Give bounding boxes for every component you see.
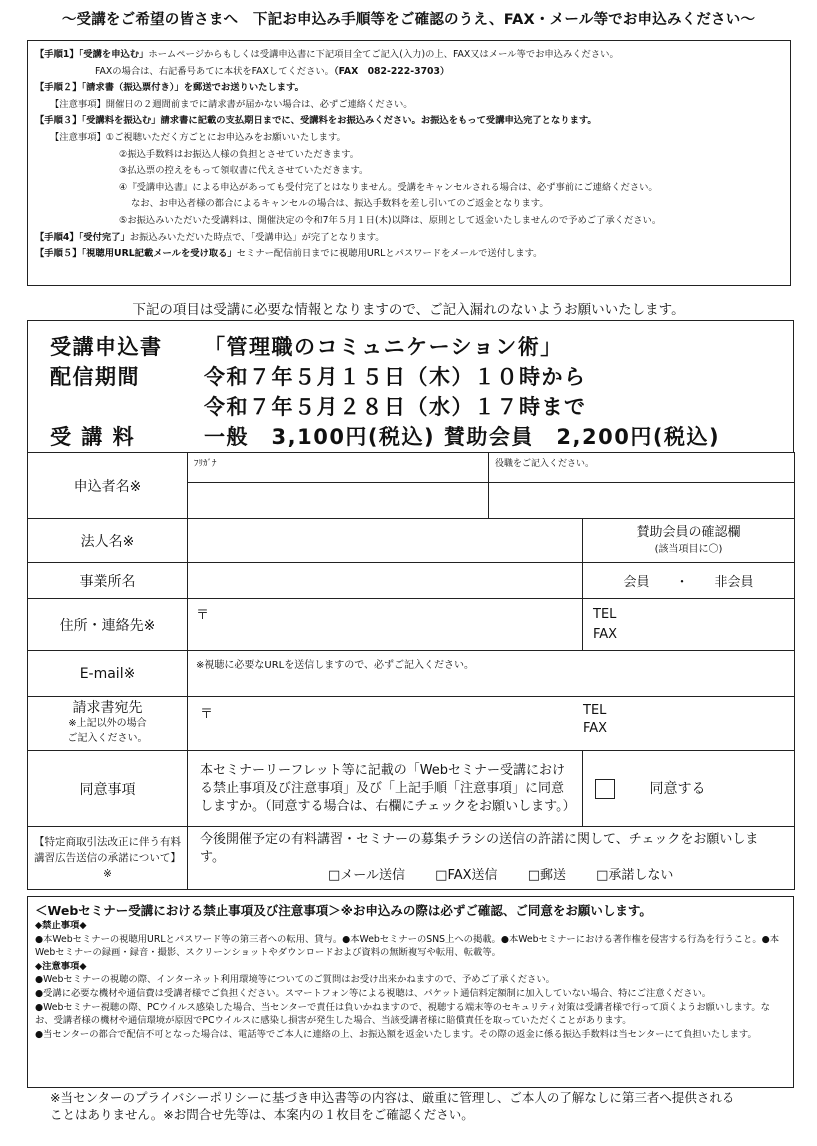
applicant-name-field[interactable] <box>188 483 489 519</box>
course-fee: 一般 3,100円(税込) 賛助会員 2,200円(税込) <box>204 425 721 449</box>
option-fax[interactable]: □FAX送信 <box>435 868 498 883</box>
option-decline[interactable]: □承諾しない <box>596 868 674 883</box>
course-title: 「管理職のコミュニケーション術」 <box>204 335 563 359</box>
step2: 【手順２】「請求書（振込票付き）」を郵送でお送りいたします。 <box>35 82 304 94</box>
contact-field[interactable] <box>583 599 795 651</box>
application-form <box>27 452 795 890</box>
billing-fax: FAX <box>583 721 608 736</box>
note2: ●受講に必要な機材や通信費は受講者様でご負担ください。スマートフォン等による視聴は、パケット通信料定額制に加入していない場合、特にご注意ください。 <box>35 987 712 999</box>
address-field[interactable] <box>188 599 583 651</box>
prohibited-heading: ◆禁止事項◆ <box>35 920 87 931</box>
step3-note4b: なお、お申込者様の都合によるキャンセルの場合は、振込手数料を差し引いてのご返金となります。 <box>131 198 549 210</box>
option-post[interactable]: □郵送 <box>527 868 566 883</box>
member-check-title: 賛助会員の確認欄 <box>636 524 741 540</box>
step3-note5: ⑤お振込みいただいた受講料は、開催決定の令和7年５月１日(木)以降は、原則として返金いたしませんので予めご了承ください。 <box>119 214 662 226</box>
step1-fax-note: FAXの場合は、右記番号あてに本状をFAXしてください。 <box>95 65 334 77</box>
office-field[interactable] <box>188 563 583 599</box>
label-period: 配信期間 <box>50 365 140 389</box>
billing-label: 請求書宛先 <box>72 700 143 716</box>
billing-tel: TEL <box>583 703 607 718</box>
billing-field[interactable] <box>188 697 795 751</box>
rules-title: ＜Webセミナー受講における禁止事項及び注意事項＞※お申込みの際は必ずご確認、ご同意をお願いします。 <box>35 903 652 918</box>
postal-mark: 〒 <box>196 608 210 623</box>
consent-label: 同意事項 <box>28 751 188 827</box>
rules-section <box>27 896 794 1088</box>
step3-note2: ②振込手数料はお振込人様の負担とさせていただきます。 <box>119 148 360 160</box>
step1-text: ホームページからもしくは受講申込書に下記項目全てご記入(入力)の上、FAX又はメール等でお申込みください。 <box>148 49 619 60</box>
tel-label: TEL <box>593 606 617 622</box>
billing-postal-mark: 〒 <box>200 707 214 722</box>
note1: ●Webセミナーの視聴の際、インターネット利用環境等についてのご質問はお受け出来かねますので、予めご了承ください。 <box>35 974 555 986</box>
footer-line2: ことはありません。※お問合せ先等は、本案内の１枚目をご確認ください。 <box>50 1107 474 1122</box>
note4: ●当センターの都合で配信不可となった場合は、電話等でご本人に連絡の上、お振込額を返金いたします。その際の返金に係る振込手数料は当センターにて負担いたします。 <box>35 1028 757 1040</box>
step3: 【手順３】「受講料を振込む」請求書に記載の支払期日までに、受講料をお振込みください。お振込をもって受講申込完了となります。 <box>35 115 597 127</box>
email-label: E-mail※ <box>28 651 188 697</box>
consent-agree-label: 同意する <box>649 781 706 797</box>
footer-line1: ※当センターのプライバシーポリシーに基づき申込書等の内容は、厳重に管理し、ご本人の了解なしに第三者へ提供される <box>50 1090 735 1105</box>
notes-heading: ◆注意事項◆ <box>35 960 87 972</box>
billing-sub: ※上記以外の場合 ご記入ください。 <box>67 718 148 744</box>
step4-heading: 【手順4】「受付完了」 <box>35 231 130 243</box>
intro-text: 下記の項目は受講に必要な情報となりますので、ご記入漏れのないようお願いいたします。 <box>132 302 685 318</box>
position-field[interactable] <box>489 453 795 483</box>
step3-note4: ④『受講申込書』による申込があっても受付完了とはなりません。受講をキャンセルされる場合は、必ず事前にご連絡ください。 <box>119 181 658 193</box>
step5-text: セミナー配信前日までに視聴用URLとパスワードをメールで送付します。 <box>236 248 543 260</box>
fax-label: FAX <box>593 626 618 642</box>
application-steps <box>27 40 791 286</box>
law-text: 今後開催予定の有料講習・セミナーの募集チラシの送信の許諾に関して、チェックをお願いします。 <box>200 832 759 865</box>
corporation-label: 法人名※ <box>28 519 188 563</box>
law-label: 【特定商取引法改正に伴う有料講習広告送信の承諾について】※ <box>28 827 188 890</box>
consent-text: 本セミナーリーフレット等に記載の「Webセミナー受講における禁止事項及び注意事項」及び「上記手順「注意事項」に同意しますか。（同意する場合は、右欄にチェックをお願いします。） <box>188 751 583 827</box>
step1-heading: 【手順1】「受講を申込む」 <box>35 49 149 60</box>
step3-note3: ③払込票の控えをもって領収書に代えさせていただきます。 <box>119 165 369 177</box>
step5-heading: 【手順５】「視聴用URL記載メールを受け取る」 <box>35 248 237 260</box>
prohibited-text: ●本Webセミナーの視聴用URLとパスワード等の第三者への転用、貸与。●本WebセミナーのSNS上への掲載。●本Webセミナーにおける著作権を侵害する行為を行うこと。●本Webセミナーの録画・録音・撮影、スクリーンショットやダウンロードおよび資料の無断複写や転用、転載等。 <box>35 933 780 959</box>
member-options[interactable]: 会員 ・ 非会員 <box>583 563 795 599</box>
step4-text: お振込みいただいた時点で、「受講申込」が完了となります。 <box>129 231 385 243</box>
office-label: 事業所名 <box>28 563 188 599</box>
step3-note1: 【注意事項】①ご視聴いただく方ごとにお申込みをお願いいたします。 <box>50 131 346 143</box>
fax-number: （FAX 082-222-3703） <box>333 65 450 77</box>
member-check-sub: (該当項目に〇) <box>654 543 723 555</box>
consent-checkbox[interactable] <box>595 779 615 799</box>
email-note: ※視聴に必要なURLを送信しますので、必ずご記入ください。 <box>196 660 475 671</box>
address-label: 住所・連絡先※ <box>28 599 188 651</box>
footer <box>50 1089 795 1123</box>
label-application: 受講申込書 <box>50 335 163 359</box>
position-note: 役職をご記入ください。 <box>495 459 595 469</box>
email-field[interactable] <box>188 651 795 697</box>
position-input[interactable] <box>489 483 795 519</box>
option-mail[interactable]: □メール送信 <box>328 868 406 883</box>
furigana-label: ﾌﾘｶﾞﾅ <box>194 459 217 469</box>
period-start: 令和７年５月１５日（木）１０時から <box>204 365 587 389</box>
applicant-label: 申込者名※ <box>28 453 188 519</box>
label-fee: 受 講 料 <box>50 425 136 449</box>
page-header: ～受講をご希望の皆さまへ 下記お申込み手順等をご確認のうえ、FAX・メール等でお申込みください～ <box>61 12 756 28</box>
course-info <box>27 320 794 452</box>
step2-note: 【注意事項】開催日の２週間前までに請求書が届かない場合は、必ずご連絡ください。 <box>50 98 413 110</box>
period-end: 令和７年５月２８日（水）１７時まで <box>204 395 587 419</box>
corporation-field[interactable] <box>188 519 583 563</box>
note3: ●Webセミナー視聴の際、PCウイルス感染した場合、当センターで責任は負いかねますので、視聴する端末等のセキュリティ対策は受講者様で行って頂くようお願いします。なお、受講者様の機材や通信環境が原因でPCウイルスに感染し損害が発生した場合、当該受講者様に賠償責任を取っていただくことがあります。 <box>35 1001 770 1027</box>
furigana-field[interactable] <box>188 453 489 483</box>
